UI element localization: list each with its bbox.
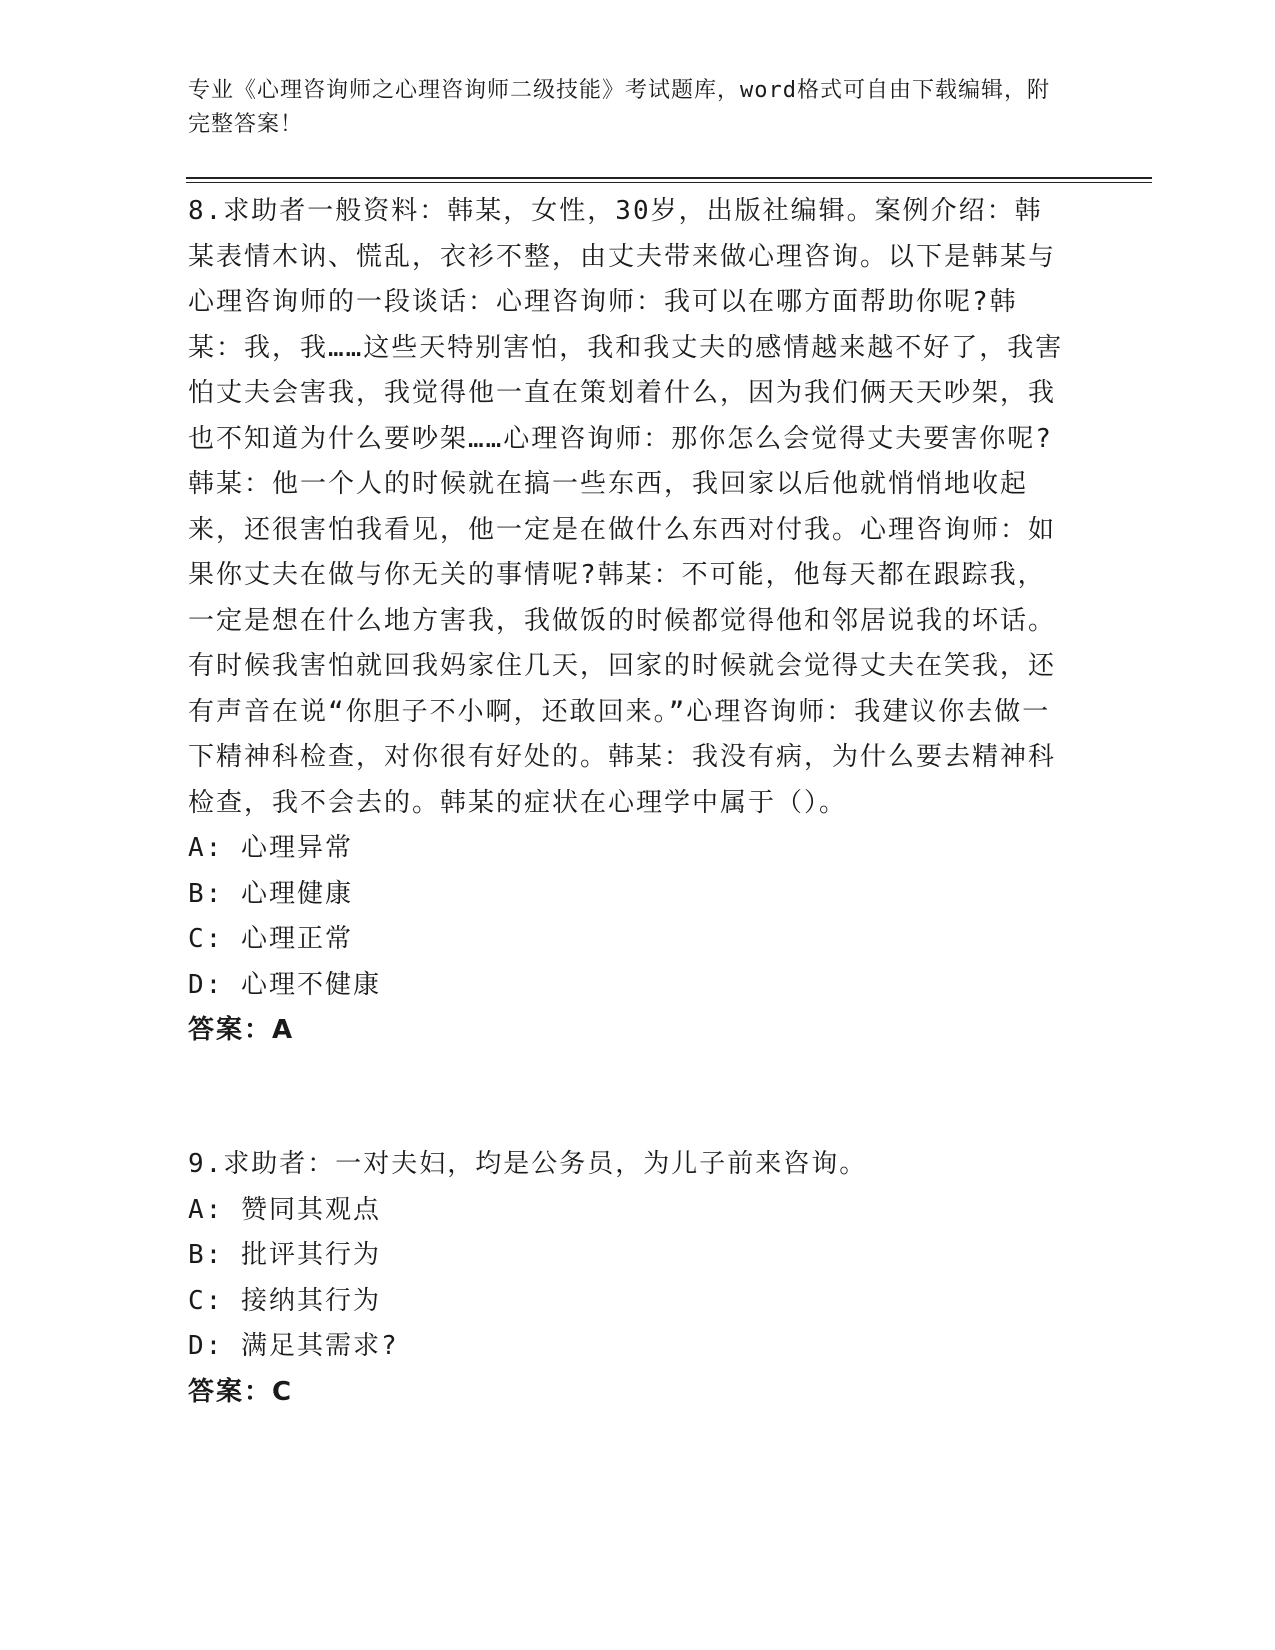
question-9 [188,1142,1068,1415]
answer-label: 答案：A [188,1015,295,1045]
option-d: D: 心理不健康 [188,969,381,1000]
option-b: B: 批评其行为 [188,1240,381,1270]
option-c: C: 心理正常 [188,924,353,954]
option-a: A: 心理异常 [188,833,353,863]
header-divider-thick [186,177,1152,179]
option-b: B: 心理健康 [188,878,353,909]
question-stem: 8.求助者一般资料：韩某，女性，30岁，出版社编辑。案例介绍：韩某表情木讷、慌乱，衣衫不整，由丈夫带来做心理咨询。以下是韩某与心理咨询师的一段谈话：心理咨询师：我可以在哪方面帮助你呢?韩某：我，我……这些天特别害怕，我和我丈夫的感情越来越不好了，我害怕丈夫会害我，我觉得他一直在策划着什么，因为我们俩天天吵架，我也不知道为什么要吵架……心理咨询师：那你怎么会觉得丈夫要害你呢?韩某：他一个人的时候就在搞一些东西，我回家以后他就悄悄地收起来，还很害怕我看见，他一定是在做什么东西对付我。心理咨询师：如果你丈夫在做与你无关的事情呢?韩某：不可能，他每天都在跟踪我，一定是想在什么地方害我，我做饭的时候都觉得他和邻居说我的坏话。有时候我害怕就回我妈家住几天，回家的时候就会觉得丈夫在笑我，还有声音在说“你胆子不小啊，还敢回来。”心理咨询师：我建议你去做一下精神科检查，对你很有好处的。韩某：我没有病，为什么要去精神科检查，我不会去的。韩某的症状在心理学中属于（）。 [188,196,1064,818]
option-d: D: 满足其需求? [188,1331,399,1361]
document-header: 专业《心理咨询师之心理咨询师二级技能》考试题库，word格式可自由下载编辑，附完整答案！ [188,78,1050,137]
header-divider-thin [186,182,1152,183]
answer-label: 答案：C [188,1376,294,1407]
option-c: C: 接纳其行为 [188,1285,381,1316]
question-stem: 9.求助者：一对夫妇，均是公务员，为儿子前来咨询。 [188,1149,868,1179]
question-8 [188,189,1068,1054]
option-a: A: 赞同其观点 [188,1194,381,1225]
